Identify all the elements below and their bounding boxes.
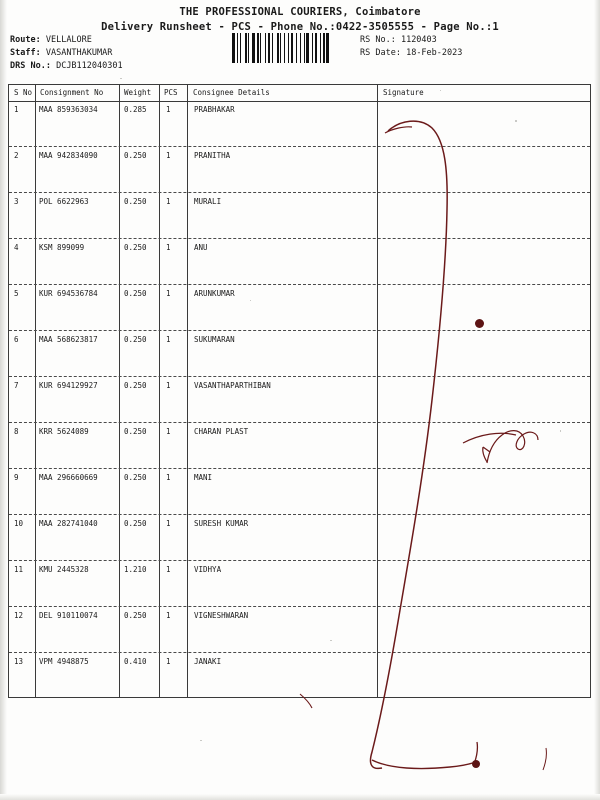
cell-pcs: 1 (166, 151, 171, 160)
header-consignee: Consignee Details (193, 88, 270, 97)
table-row (9, 101, 590, 147)
cell-weight: 0.250 (124, 611, 147, 620)
rs-date-line (360, 47, 462, 60)
drs-line (10, 60, 123, 73)
barcode-bar (300, 33, 301, 63)
cell-consignee: CHARAN PLAST (194, 427, 249, 436)
cell-consignment: MAA 568623817 (39, 335, 98, 344)
cell-sno: 5 (14, 289, 19, 298)
route-line (10, 34, 123, 47)
cell-consignee: ARUNKUMAR (194, 289, 235, 298)
barcode-bar (248, 33, 249, 63)
route-value: VELLALORE (45, 35, 92, 45)
barcode-bar (232, 33, 235, 63)
rs-no-value: 1120403 (400, 35, 437, 45)
rs-no-label: RS No.: (360, 35, 396, 45)
cell-sno: 13 (14, 657, 24, 666)
scan-speck (120, 78, 122, 79)
header-signature: Signature (383, 88, 424, 97)
scan-speck (330, 640, 332, 641)
barcode-bar (268, 33, 270, 63)
header-pcs: PCS (164, 88, 178, 97)
staff-label: Staff: (10, 48, 41, 58)
barcode-bar (277, 33, 279, 63)
barcode-bar (288, 33, 289, 63)
cell-sno: 11 (14, 565, 24, 574)
table-row (9, 653, 590, 699)
barcode-bar (326, 33, 329, 63)
barcode-bar (240, 33, 241, 63)
route-label: Route: (10, 35, 41, 45)
barcode-bar (306, 33, 309, 63)
cell-weight: 0.250 (124, 197, 147, 206)
cell-consignee: MANI (194, 473, 213, 482)
table-row (9, 515, 590, 561)
cell-sno: 8 (14, 427, 19, 436)
barcode-bar (296, 33, 297, 63)
cell-sno: 9 (14, 473, 19, 482)
barcode-bar (320, 33, 321, 63)
cell-sno: 7 (14, 381, 19, 390)
cell-consignee: ANU (194, 243, 208, 252)
cell-pcs: 1 (166, 289, 171, 298)
table-row (9, 469, 590, 515)
cell-consignee: SURESH KUMAR (194, 519, 249, 528)
cell-consignment: MAA 942834090 (39, 151, 98, 160)
header-sno: S No (14, 88, 33, 97)
drs-value: DCJB112040301 (56, 61, 123, 71)
cell-consignee: JANAKI (194, 657, 222, 666)
barcode-bar (323, 33, 325, 63)
cell-pcs: 1 (166, 335, 171, 344)
rs-date-label: RS Date: (360, 48, 401, 58)
cell-pcs: 1 (166, 105, 171, 114)
scan-speck (250, 300, 251, 301)
cell-weight: 0.250 (124, 519, 147, 528)
rs-date-value: 18-Feb-2023 (406, 48, 463, 58)
cell-consignment: MAA 859363034 (39, 105, 98, 114)
header-weight: Weight (124, 88, 152, 97)
cell-consignee: PRABHAKAR (194, 105, 235, 114)
cell-consignee: PRANITHA (194, 151, 231, 160)
cell-pcs: 1 (166, 565, 171, 574)
cell-consignee: VASANTHAPARTHIBAN (194, 381, 271, 390)
cell-weight: 0.250 (124, 151, 147, 160)
cell-consignee: MURALI (194, 197, 222, 206)
ink-dot (475, 319, 484, 328)
table-header-row (9, 85, 590, 102)
barcode-bar (252, 33, 255, 63)
barcode-bar (280, 33, 281, 63)
staff-value: VASANTHAKUMAR (45, 48, 113, 58)
cell-consignee: VIDHYA (194, 565, 222, 574)
table-row (9, 423, 590, 469)
cell-sno: 6 (14, 335, 19, 344)
cell-pcs: 1 (166, 611, 171, 620)
barcode-bar (312, 33, 313, 63)
cell-pcs: 1 (166, 657, 171, 666)
cell-consignee: VIGNESHWARAN (194, 611, 249, 620)
cell-sno: 10 (14, 519, 24, 528)
barcode (232, 33, 345, 63)
cell-consignment: KUR 694536784 (39, 289, 98, 298)
cell-sno: 12 (14, 611, 24, 620)
cell-weight: 0.250 (124, 427, 147, 436)
cell-sno: 4 (14, 243, 19, 252)
cell-pcs: 1 (166, 197, 171, 206)
cell-pcs: 1 (166, 473, 171, 482)
cell-consignment: KUR 694129927 (39, 381, 98, 390)
barcode-bar (284, 33, 285, 63)
meta-left-block (10, 34, 123, 73)
cell-weight: 0.250 (124, 381, 147, 390)
drs-label: DRS No.: (10, 61, 51, 71)
runsheet-table (8, 84, 591, 698)
table-body (9, 101, 590, 697)
cell-consignment: KSM 899099 (39, 243, 85, 252)
cell-consignment: KMU 2445328 (39, 565, 89, 574)
barcode-bar (291, 33, 293, 63)
cell-sno: 2 (14, 151, 19, 160)
cell-consignee: SUKUMARAN (194, 335, 235, 344)
cell-weight: 0.250 (124, 289, 147, 298)
cell-weight: 0.285 (124, 105, 147, 114)
scan-edge-right (594, 0, 600, 800)
barcode-bar (265, 33, 266, 63)
cell-consignment: MAA 296660669 (39, 473, 98, 482)
rs-no-line (360, 34, 462, 47)
meta-right-block (360, 34, 462, 60)
cell-consignment: MAA 282741040 (39, 519, 98, 528)
table-row (9, 561, 590, 607)
cell-pcs: 1 (166, 519, 171, 528)
cell-sno: 1 (14, 105, 19, 114)
scan-edge-bottom (0, 794, 600, 800)
cell-weight: 0.250 (124, 473, 147, 482)
barcode-bar (304, 33, 305, 63)
staff-line (10, 47, 123, 60)
scan-speck (440, 90, 441, 91)
table-row (9, 193, 590, 239)
barcode-bar (260, 33, 261, 63)
scan-speck (200, 740, 202, 741)
cell-consignment: POL 6622963 (39, 197, 89, 206)
scan-speck (560, 430, 561, 432)
cell-weight: 1.210 (124, 565, 147, 574)
header-consignment: Consignment No (40, 88, 104, 97)
cell-sno: 3 (14, 197, 19, 206)
cell-weight: 0.250 (124, 335, 147, 344)
cell-consignment: KRR 5624089 (39, 427, 89, 436)
barcode-bar (237, 33, 238, 63)
cell-pcs: 1 (166, 381, 171, 390)
cell-consignment: DEL 910110074 (39, 611, 98, 620)
cell-weight: 0.410 (124, 657, 147, 666)
cell-pcs: 1 (166, 427, 171, 436)
scan-speck (60, 560, 61, 561)
table-row (9, 377, 590, 423)
table-row (9, 331, 590, 377)
table-row (9, 285, 590, 331)
cell-weight: 0.250 (124, 243, 147, 252)
barcode-bar (245, 33, 247, 63)
table-row (9, 239, 590, 285)
cell-pcs: 1 (166, 243, 171, 252)
table-row (9, 607, 590, 653)
cell-consignment: VPM 4948875 (39, 657, 89, 666)
document-title: Delivery Runsheet - PCS - Phone No.:0422-3505555 - Page No.:1 (101, 21, 499, 33)
scan-edge-left (0, 0, 7, 800)
barcode-bar (272, 33, 273, 63)
barcode-bar (315, 33, 317, 63)
table-row (9, 147, 590, 193)
barcode-bar (257, 33, 259, 63)
scan-speck (515, 120, 517, 122)
company-title: THE PROFESSIONAL COURIERS, Coimbatore (179, 6, 421, 18)
